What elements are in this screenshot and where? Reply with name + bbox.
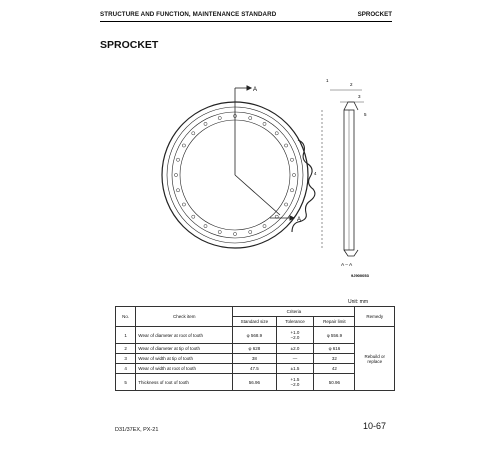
bolt-hole <box>192 132 195 135</box>
table-row <box>116 354 395 364</box>
cell-tolerance: ±1.5 <box>276 364 314 374</box>
section-view-tooth-bottom <box>344 250 358 256</box>
sprocket-front-view <box>162 86 315 248</box>
bolt-hole <box>218 230 221 233</box>
section-line-angled <box>235 175 280 215</box>
cell-repair-limit: φ 616 <box>314 344 355 354</box>
tolerance-plus: +1.5 <box>290 376 300 382</box>
cell-standard: 47.5 <box>233 364 276 374</box>
col-check-item: Check item <box>136 307 233 327</box>
cell-check-item: Wear of width at root of tooth <box>136 364 233 374</box>
bolt-hole <box>182 144 185 147</box>
cell-check-item: Wear of diameter at root of tooth <box>136 327 233 344</box>
table-row <box>116 344 395 354</box>
col-criteria: Criteria <box>233 307 355 317</box>
sprocket-drawing <box>150 70 390 285</box>
cell-no: 4 <box>116 364 136 374</box>
section-view-label: A – A <box>341 263 353 268</box>
cell-no: 5 <box>116 374 136 391</box>
section-arrow-head <box>247 86 251 90</box>
sprocket-section-view <box>322 90 364 256</box>
section-marker-upper: A <box>253 87 258 93</box>
col-no: No. <box>116 307 136 327</box>
table-header-row <box>116 307 395 317</box>
cell-tolerance <box>276 327 314 344</box>
cell-no: 3 <box>116 354 136 364</box>
cell-no: 1 <box>116 327 136 344</box>
bolt-hole <box>285 144 288 147</box>
bolt-hole <box>263 225 266 228</box>
bolt-hole <box>174 173 177 176</box>
bolt-hole <box>233 232 236 235</box>
cell-standard: 56.96 <box>233 374 276 391</box>
cell-repair-limit: 50.96 <box>314 374 355 391</box>
cell-repair-limit: 42 <box>314 364 355 374</box>
bolt-hole <box>290 189 293 192</box>
header-section-title: STRUCTURE AND FUNCTION, MAINTENANCE STANDARD <box>100 11 277 18</box>
cell-tolerance: ±2.0 <box>276 344 314 354</box>
tolerance-plus: +1.0 <box>290 329 300 335</box>
bolt-hole <box>176 158 179 161</box>
bolt-hole <box>275 132 278 135</box>
criteria-table <box>115 306 395 391</box>
table-row <box>116 374 395 391</box>
cell-repair-limit: 32 <box>314 354 355 364</box>
cell-remedy-top <box>355 327 395 344</box>
bolt-hole <box>249 116 252 119</box>
page-number: 10-67 <box>363 421 387 431</box>
header-topic: SPROCKET <box>357 11 392 18</box>
cell-remedy-bottom <box>355 374 395 391</box>
callout-2: 2 <box>350 82 353 87</box>
col-standard-size: Standard size <box>233 317 276 327</box>
cell-check-item: Wear of diameter at tip of tooth <box>136 344 233 354</box>
bolt-hole <box>263 122 266 125</box>
table-row <box>116 327 395 344</box>
cell-repair-limit: φ 556.9 <box>314 327 355 344</box>
footer-model: D31/37EX, PX-21 <box>115 427 159 433</box>
bolt-hole <box>176 189 179 192</box>
table-row <box>116 364 395 374</box>
section-view-tooth-top <box>344 102 358 110</box>
col-remedy: Remedy <box>355 307 395 327</box>
callout-3: 3 <box>358 94 361 99</box>
bolt-hole <box>204 225 207 228</box>
col-tolerance: Tolerance <box>276 317 314 327</box>
bolt-hole <box>204 122 207 125</box>
page-header <box>100 11 392 22</box>
bolt-hole <box>182 203 185 206</box>
bolt-hole <box>290 158 293 161</box>
callout-5: 5 <box>364 112 367 117</box>
section-marker-lower: A <box>297 217 302 223</box>
cell-check-item: Wear of width at tip of tooth <box>136 354 233 364</box>
cell-standard: 38 <box>233 354 276 364</box>
cell-standard: φ 568.9 <box>233 327 276 344</box>
part-number: 9J900053 <box>351 273 369 278</box>
cell-tolerance <box>276 374 314 391</box>
cell-check-item: Thickness of root of tooth <box>136 374 233 391</box>
callout-4: 4 <box>314 171 317 176</box>
col-repair-limit: Repair limit <box>314 317 355 327</box>
tolerance-minus: −2.0 <box>290 382 300 387</box>
bolt-hole <box>192 215 195 218</box>
bolt-hole <box>218 116 221 119</box>
bolt-hole <box>292 173 295 176</box>
sprocket-teeth-profile <box>292 140 315 232</box>
bolt-hole <box>285 203 288 206</box>
cell-standard: φ 628 <box>233 344 276 354</box>
page-title: SPROCKET <box>100 39 159 51</box>
callout-1: 1 <box>326 78 329 83</box>
cell-no: 2 <box>116 344 136 354</box>
cell-remedy: Rebuild or replace <box>355 344 395 374</box>
tolerance-minus: −2.0 <box>290 335 300 340</box>
unit-note: Unit: mm <box>348 299 368 305</box>
cell-tolerance: — <box>276 354 314 364</box>
bolt-hole <box>249 230 252 233</box>
